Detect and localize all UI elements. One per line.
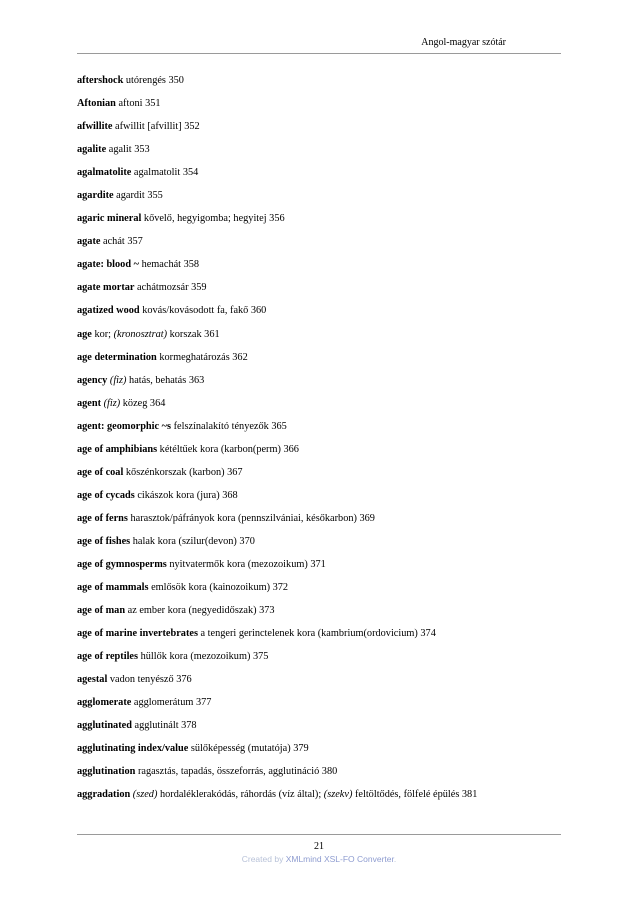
dictionary-entry [77,719,561,742]
entry-term: age of cycads [77,489,135,501]
entry-domain-label: (fiz) [103,397,121,409]
entry-definition: cikászok kora (jura) 368 [134,489,238,501]
dictionary-entry [77,420,561,443]
dictionary-entry [77,351,561,374]
entry-term: age of mammals [77,582,149,594]
entry-definition: kormeghatározás 362 [156,351,248,363]
entry-definition: felszínalakító tényezők 365 [171,420,287,432]
dictionary-entry-list [77,74,561,812]
dictionary-entry [77,143,561,166]
dictionary-entry [77,304,561,327]
entry-definition: közeg 364 [120,397,166,409]
entry-definition: agalmatolit 354 [131,167,199,179]
entry-term: agalite [77,144,107,156]
entry-term: agate mortar [77,282,135,294]
entry-definition: afwillit [afvillit] 352 [112,121,200,133]
dictionary-entry [77,558,561,581]
entry-definition: agalit 353 [106,144,150,156]
dictionary-entry [77,397,561,420]
entry-term: agestal [77,674,108,686]
entry-term: Aftonian [77,98,116,110]
entry-term: age of reptiles [77,651,139,663]
entry-term: age of ferns [77,512,128,524]
dictionary-entry [77,466,561,489]
entry-definition: agardit 355 [113,190,163,202]
entry-term: agalmatolite [77,167,132,179]
dictionary-entry [77,97,561,120]
dictionary-entry [77,650,561,673]
dictionary-entry [77,328,561,351]
entry-definition: achátmozsár 359 [134,282,207,294]
entry-definition: kor; [91,328,114,340]
entry-term: afwillite [77,121,113,133]
dictionary-entry [77,604,561,627]
entry-definition: agglutinált 378 [131,720,197,732]
entry-definition: agglomerátum 377 [131,697,212,709]
entry-definition: hatás, behatás 363 [126,374,205,386]
header-rule [77,53,561,54]
dictionary-entry [77,281,561,304]
entry-term: agent [77,397,102,409]
entry-term: agglutination [77,766,136,778]
entry-term: age [77,328,92,340]
dictionary-entry [77,235,561,258]
entry-term: agatized wood [77,305,140,317]
credit-suffix: . [393,854,397,864]
dictionary-entry [77,696,561,719]
entry-term: agglutinating index/value [77,743,189,755]
entry-definition: nyitvatermők kora (mezozoikum) 371 [166,558,326,570]
dictionary-entry [77,673,561,696]
entry-definition: hüllők kora (mezozoikum) 375 [138,651,269,663]
entry-definition: hemachát 358 [139,259,200,271]
entry-definition: a tengeri gerinctelenek kora (kambrium(ordovicium) 374 [197,628,436,640]
dictionary-entry [77,189,561,212]
dictionary-entry [77,212,561,235]
entry-definition: kovás/kovásodott fa, fakő 360 [139,305,267,317]
entry-term: aftershock [77,75,124,86]
footer-rule [77,834,561,835]
entry-term: age of fishes [77,535,131,547]
entry-term: agate [77,236,101,248]
dictionary-entry [77,443,561,466]
running-title: Angol-magyar szótár [421,37,506,48]
dictionary-entry [77,374,561,397]
entry-term: agglutinated [77,720,132,732]
entry-term: age of coal [77,466,124,478]
entry-term: age of amphibians [77,443,158,455]
dictionary-entry [77,258,561,281]
credit-prefix: Created by [241,854,286,864]
entry-domain-label: (kronosztrat) [113,328,168,340]
dictionary-entry [77,742,561,765]
entry-term: agent: geomorphic ~s [77,420,172,432]
dictionary-entry [77,581,561,604]
entry-definition: emlősök kora (kainozoikum) 372 [148,582,289,594]
credit-link[interactable]: XMLmind XSL-FO Converter [285,854,394,864]
entry-term: agglomerate [77,697,132,709]
entry-definition: aftoni 351 [115,98,161,110]
entry-definition: ragasztás, tapadás, összeforrás, agglutináció 380 [135,766,338,778]
entry-definition: achát 357 [100,236,143,248]
entry-definition: vadon tenyésző 376 [107,674,192,686]
dictionary-entry [77,512,561,535]
entry-definition: harasztok/páfrányok kora (pennszilvániai, későkarbon) 369 [127,512,375,524]
dictionary-entry [77,765,561,788]
entry-definition: korszak 361 [167,328,220,340]
dictionary-entry [77,74,561,97]
dictionary-entry [77,627,561,650]
entry-definition: kőszénkorszak (karbon) 367 [123,466,243,478]
entry-domain-label: (fiz) [109,374,127,386]
entry-definition: sülőképesség (mutatója) 379 [188,743,309,755]
entry-definition: halak kora (szilur(devon) 370 [130,535,255,547]
dictionary-entry [77,166,561,189]
entry-definition: feltöltődés, fölfelé épülés 381 [352,789,478,801]
entry-term: aggradation [77,789,131,801]
entry-domain-label: (szed) [132,789,158,801]
entry-term: age of marine invertebrates [77,628,198,640]
dictionary-entry [77,120,561,143]
page-number: 21 [314,841,324,852]
entry-term: age of man [77,605,126,617]
entry-term: agency [77,374,108,386]
entry-term: agaric mineral [77,213,142,225]
entry-definition: az ember kora (negyedidőszak) 373 [125,605,275,617]
converter-credit [0,853,638,865]
entry-term: agardite [77,190,114,202]
dictionary-entry [77,535,561,558]
entry-term: agate: blood ~ [77,259,139,271]
dictionary-entry [77,489,561,512]
entry-definition: hordaléklerakódás, ráhordás (víz által); [157,789,324,801]
entry-term: age determination [77,351,157,363]
entry-definition: kétéltűek kora (karbon(perm) 366 [157,443,299,455]
entry-definition: kővelő, hegyigomba; hegyitej 356 [141,213,285,225]
dictionary-entry [77,788,561,811]
page-header [0,36,638,50]
entry-term: age of gymnosperms [77,558,167,570]
entry-definition: utórengés 350 [123,75,184,86]
entry-domain-label: (szekv) [323,789,353,801]
